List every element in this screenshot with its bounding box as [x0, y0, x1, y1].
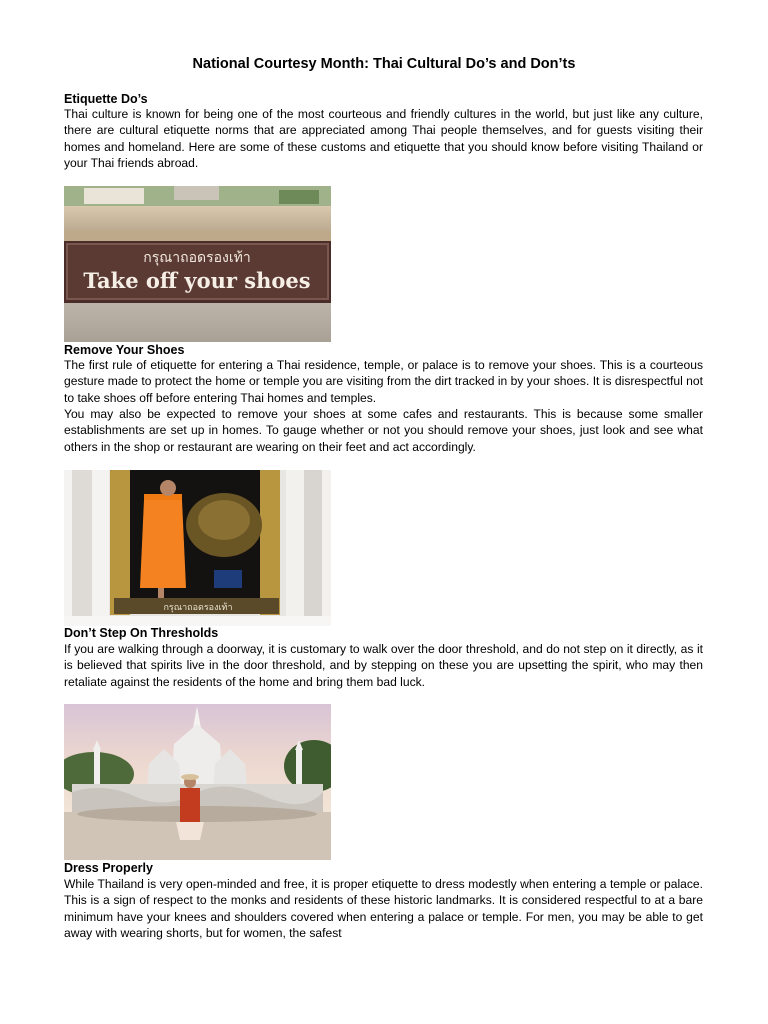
sign-thai-text: กรุณาถอดรองเท้า: [143, 250, 251, 266]
page-title: National Courtesy Month: Thai Cultural Do’s and Don’ts: [192, 56, 576, 72]
threshold-thai-text: กรุณาถอดรองเท้า: [163, 603, 233, 613]
heading-remove-shoes: Remove Your Shoes: [64, 343, 185, 357]
heading-dress-properly: Dress Properly: [64, 861, 153, 875]
remove-shoes-paragraph-2: You may also be expected to remove your shoes at some cafes and restaurants. This is because some smaller establishments are set up in homes. To gauge whether or not you should remove your shoes, just look and see what others in the shop or restaurant are wearing on their feet and act accordingly.: [64, 407, 703, 454]
thresholds-paragraph: If you are walking through a doorway, it is customary to walk over the door threshold, and do not step on it directly, as it is believed that spirits live in the door threshold, and by stepping on these you are upsetting the spirit, who may then retaliate against the residents of the home and bring them bad luck.: [64, 642, 703, 689]
intro-paragraph: Thai culture is known for being one of the most courteous and friendly cultures in the world, but just like any culture, there are cultural etiquette norms that are appreciated among Thai people themselves, and for guests visiting their homes and homeland. Here are some of these customs and etiquette that you should know before visiting Thailand or your Thai friends abroad.: [64, 107, 703, 170]
white-temple-photo: [64, 704, 331, 860]
section-heading-etiquette-dos: Etiquette Do’s: [64, 92, 148, 106]
shoes-sign-photo: [64, 186, 331, 342]
dress-paragraph: While Thailand is very open-minded and free, it is proper etiquette to dress modestly when entering a temple or palace. This is a sign of respect to the monks and residents of these historic landmarks. It is considered respectful to at a bare minimum have your knees and shoulders covered when entering a palace or temple. For men, you may be able to get away with wearing shorts, but for women, the safest: [64, 877, 703, 940]
heading-thresholds: Don’t Step On Thresholds: [64, 626, 219, 640]
remove-shoes-paragraph-1: The first rule of etiquette for entering a Thai residence, temple, or palace is to remove your shoes. This is a courteous gesture made to protect the home or temple you are visiting from the dirt tracked in by your shoes. It is disrespectful not to take shoes off before entering Thai homes and temples.: [64, 358, 703, 405]
monk-threshold-photo: [64, 470, 331, 626]
sign-english-text: Take off your shoes: [83, 268, 311, 293]
